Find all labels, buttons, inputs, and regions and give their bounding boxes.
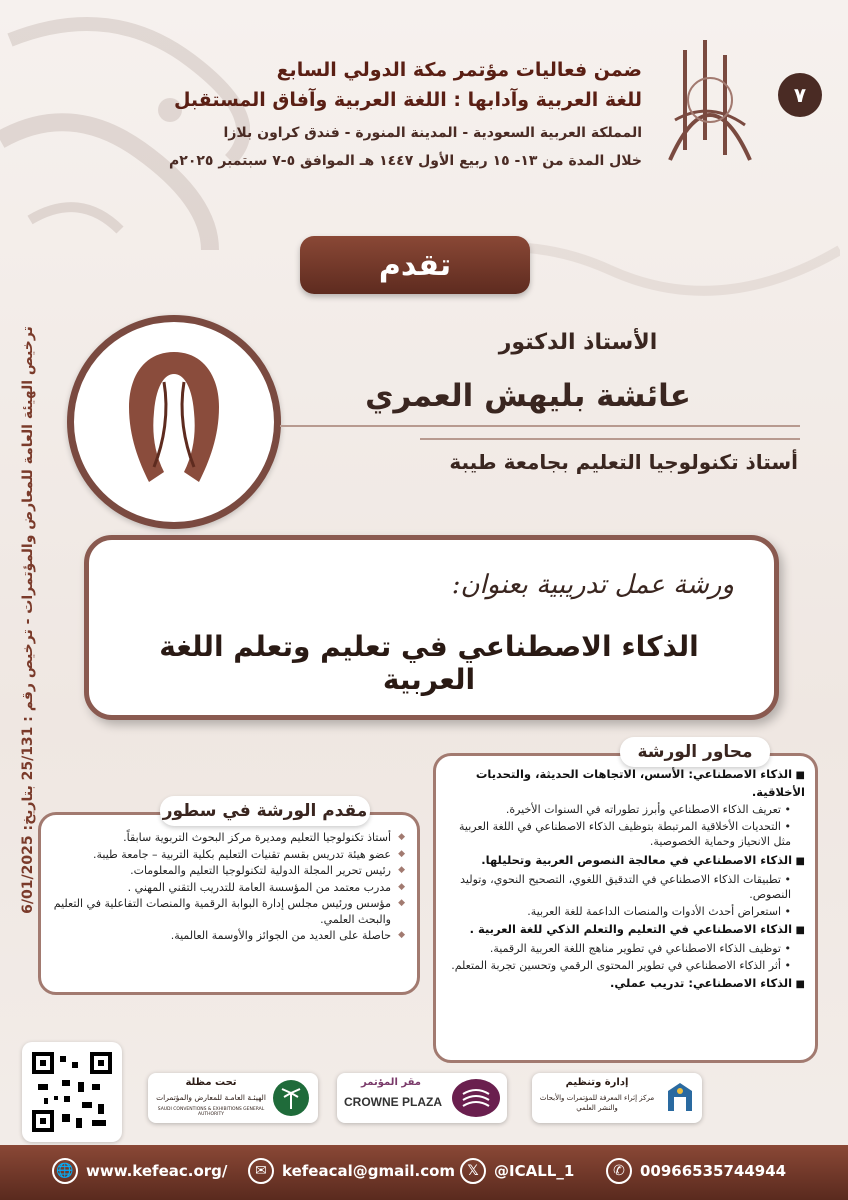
conference-logo	[650, 30, 770, 180]
workshop-axes-box	[433, 753, 818, 1063]
presents-banner: تقدم	[300, 236, 530, 294]
speaker-avatar	[67, 315, 281, 529]
axis-heading: ■ الذكاء الاصطناعي في التعليم والتعلم الذكي للغة العربية .	[446, 921, 805, 939]
palm-tree-icon	[272, 1079, 310, 1117]
presenter-bio-item: ◆ حاصلة على العديد من الجوائز والأوسمة العالمية.	[53, 928, 405, 944]
website-text: www.kefeac.org/	[86, 1162, 228, 1180]
twitter-link[interactable]	[460, 1153, 574, 1189]
venue-label: مقر المؤتمر	[361, 1077, 421, 1088]
axes-heading: محاور الورشة	[620, 737, 770, 767]
authority-name-en: SAUDI CONVENTIONS & EXHIBITIONS GENERAL AUTHORITY	[157, 1107, 265, 1117]
axis-heading: ■ الذكاء الاصطناعي: الأسس، الاتجاهات الحديثة، والتحديات الأخلاقية.	[446, 766, 805, 800]
twitter-text: @ICALL_1	[494, 1162, 575, 1180]
authority-name: الهيئـة العامـة للمعارض والمؤتمرات	[156, 1093, 266, 1102]
edition-badge: ٧	[778, 73, 822, 117]
conference-location: المملكة العربية السعودية - المدينة المنورة - فندق كراون بلازا	[223, 125, 642, 141]
presenter-bio-item: ◆ عضو هيئة تدريس بقسم تقنيات التعليم بكلية التربية – جامعة طيبة.	[53, 847, 405, 863]
conference-line1: ضمن فعاليات مؤتمر مكة الدولي السابع	[276, 59, 642, 81]
phone-link[interactable]	[606, 1153, 786, 1189]
speaker-name: عائشة بليهش العمري	[365, 378, 691, 414]
organizer-label: إدارة وتنظيم	[565, 1077, 629, 1088]
license-text: ترخيص الهيئة العامة للمعارض والمؤتمرات - ترخيص رقم : 25/131 بتاريخ: 6/01/2025	[20, 326, 36, 914]
globe-icon: 🌐	[52, 1158, 78, 1184]
axis-point: • استعراض أحدث الأدوات والمنصات الداعمة للغة العربية.	[446, 904, 791, 920]
email-text: kefeacal@gmail.com	[282, 1162, 456, 1180]
workshop-box	[84, 535, 779, 720]
axis-point: • تعريف الذكاء الاصطناعي وأبرز تطوراته في السنوات الأخيرة.	[446, 802, 791, 818]
conference-line2: للغة العربية وآدابها : اللغة العربية وآفاق المستقبل	[173, 89, 642, 111]
authority-logo	[148, 1073, 318, 1123]
presenter-bio-item: ◆ أستاذ تكنولوجيا التعليم ومديرة مركز البحوث التربوية سابقاً.	[53, 830, 405, 846]
workshop-title: الذكاء الاصطناعي في تعليم وتعلم اللغة العربية	[159, 630, 699, 696]
speaker-title: الأستاذ الدكتور	[498, 330, 658, 355]
axis-point: • توظيف الذكاء الاصطناعي في تطوير مناهج اللغة العربية الرقمية.	[446, 941, 791, 957]
qr-code-icon	[32, 1052, 112, 1132]
website-link[interactable]	[52, 1153, 227, 1189]
axis-point: • أثر الذكاء الاصطناعي في تطوير المحتوى الرقمي وتحسين تجربة المتعلم.	[446, 958, 791, 974]
x-twitter-icon: 𝕏	[460, 1158, 486, 1184]
venue-logo	[337, 1073, 507, 1123]
venue-name: CROWNE PLAZA	[344, 1095, 442, 1109]
header	[82, 55, 642, 169]
conference-dates: خلال المدة من ١٣- ١٥ ربيع الأول ١٤٤٧ هـ الموافق ٥-٧ سبتمبر ٢٠٢٥م	[169, 153, 642, 169]
organizer-logo	[532, 1073, 702, 1123]
presenter-bio-item: ◆ رئيس تحرير المجلة الدولية لتكنولوجيا التعليم والمعلومات.	[53, 863, 405, 879]
crowne-plaza-icon	[451, 1078, 501, 1118]
organizer-name: مركز إثراء المعرفة للمؤتمرات والأبحاث والنشر العلمي	[539, 1094, 655, 1112]
axis-heading: ■ الذكاء الاصطناعي في معالجة النصوص العربية وتحليلها.	[446, 852, 805, 870]
whatsapp-icon: ✆	[606, 1158, 632, 1184]
divider	[420, 438, 800, 440]
authority-label: تحت مظلة	[185, 1077, 237, 1088]
axis-point: • التحديات الأخلاقية المرتبطة بتوظيف الذكاء الاصطناعي في اللغة العربية مثل الانحياز وحماية الخصوصية.	[446, 819, 791, 850]
mail-icon: ✉	[248, 1158, 274, 1184]
phone-text: 00966535744944	[640, 1162, 787, 1180]
presenter-bio-box	[38, 812, 420, 995]
speaker-role: أستاذ تكنولوجيا التعليم بجامعة طيبة	[449, 450, 798, 474]
workshop-subtitle: ورشة عمل تدريبية بعنوان:	[451, 570, 734, 600]
divider	[280, 425, 800, 427]
presenter-bio-item: ◆ مؤسس ورئيس مجلس إدارة البوابة الرقمية والمنصات التفاعلية في التعليم والبحث العلمي.	[53, 896, 405, 927]
axis-heading: ■ الذكاء الاصطناعي: تدريب عملي.	[446, 975, 805, 993]
qr-code[interactable]	[22, 1042, 122, 1142]
email-link[interactable]	[248, 1153, 455, 1189]
hijab-woman-icon	[124, 352, 224, 492]
organizer-icon	[664, 1081, 696, 1115]
presenter-bio-item: ◆ مدرب معتمد من المؤسسة العامة للتدريب التقني المهني .	[53, 880, 405, 896]
presenter-heading: مقدم الورشة في سطور	[160, 796, 370, 826]
axis-point: • تطبيقات الذكاء الاصطناعي في التدقيق اللغوي، التصحيح النحوي، وتوليد النصوص.	[446, 872, 791, 903]
contact-footer	[0, 1145, 848, 1200]
